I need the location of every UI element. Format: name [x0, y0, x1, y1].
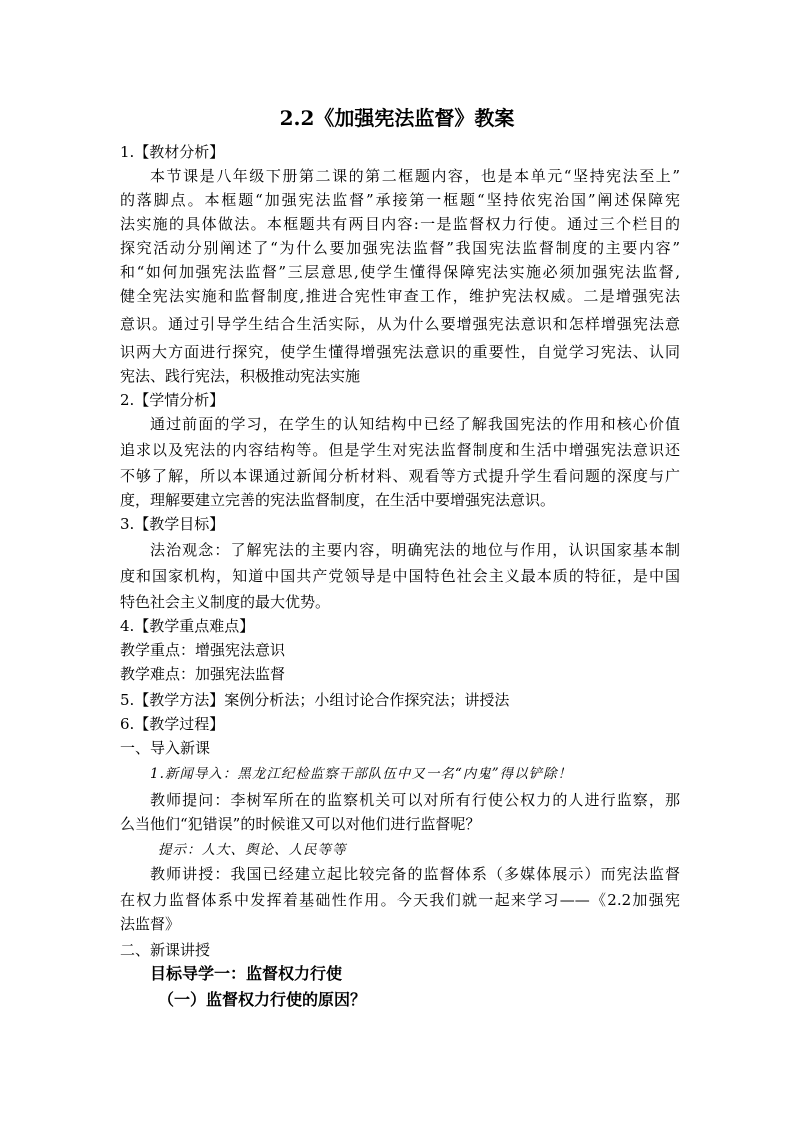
document-title: 2.2《加强宪法监督》教案: [279, 106, 515, 130]
heading-textbook-analysis: 1.【教材分析】: [120, 143, 225, 161]
paragraph-line: 识两大方面进行探究，使学生懂得增强宪法意识的重要性，自觉学习宪法、认同: [120, 343, 680, 361]
paragraph-line: 特色社会主义制度的最大优势。: [120, 593, 331, 611]
paragraph-line: 通过前面的学习，在学生的认知结构中已经了解我国宪法的作用和核心价值: [150, 415, 680, 433]
paragraph-line: 法实施的具体做法。本框题共有两目内容:一是监督权力行使。通过三个栏目的: [120, 215, 680, 233]
heading-student-analysis: 2.【学情分析】: [120, 391, 225, 409]
paragraph-line: 度，理解要建立完善的宪法监督制度，在生活中要增强宪法意识。: [120, 491, 556, 509]
paragraph-line: 不够了解，所以本课通过新闻分析材料、观看等方式提升学生看问题的深度与广: [120, 467, 680, 485]
goal-heading: 目标导学一：监督权力行使: [150, 964, 343, 983]
paragraph-line: 和“如何加强宪法监督”三层意思,使学生懂得保障宪法实施必须加强宪法监督,: [120, 263, 680, 281]
heading-teaching-goals: 3.【教学目标】: [120, 515, 225, 533]
paragraph-line: 度和国家机构，知道中国共产党领导是中国特色社会主义最本质的特征，是中国: [120, 567, 680, 585]
heading-key-points: 4.【教学重点难点】: [120, 617, 255, 635]
paragraph-line: 法治观念：了解宪法的主要内容，明确宪法的地位与作用，认识国家基本制: [150, 541, 680, 559]
difficulty-line: 教学难点：加强宪法监督: [120, 665, 286, 683]
section-intro: 一、导入新课: [120, 739, 211, 757]
hint-line: 提示：人大、舆论、人民等等: [158, 842, 347, 858]
key-point-line: 教学重点：增强宪法意识: [120, 641, 286, 659]
paragraph-line: 健全宪法实施和监督制度,推进合宪性审查工作，维护宪法权威。二是增强宪法: [120, 287, 680, 305]
heading-teaching-process: 6.【教学过程】: [120, 715, 225, 733]
paragraph-line: 意识。通过引导学生结合生活实际，从为什么要增强宪法意识和怎样增强宪法意: [120, 315, 680, 333]
news-intro-line: 1.新闻导入：黑龙江纪检监察干部队伍中又一名“内鬼”得以铲除！: [150, 766, 573, 782]
paragraph-line: 么当他们“犯错误”的时候谁又可以对他们进行监督呢？: [120, 815, 481, 833]
paragraph-line: 在权力监督体系中发挥着基础性作用。今天我们就一起来学习——《2.2加强宪: [120, 891, 680, 909]
heading-teaching-methods: 5.【教学方法】案例分析法；小组讨论合作探究法；讲授法: [120, 691, 510, 709]
paragraph-line: 的落脚点。本框题“加强宪法监督”承接第一框题“坚持依宪治国”阐述保障宪: [120, 191, 680, 209]
paragraph-line: 探究活动分别阐述了“为什么要加强宪法监督”我国宪法监督制度的主要内容”: [120, 239, 680, 257]
paragraph-line: 本节课是八年级下册第二课的第二框题内容，也是本单元“坚持宪法至上”: [150, 167, 680, 185]
paragraph-line: 法监督》: [120, 915, 181, 933]
paragraph-line: 教师提问：李树军所在的监察机关可以对所有行使公权力的人进行监察，那: [150, 791, 680, 809]
paragraph-line: 教师讲授：我国已经建立起比较完备的监督体系（多媒体展示）而宪法监督: [150, 865, 680, 883]
paragraph-line: 追求以及宪法的内容结构等。但是学生对宪法监督制度和生活中增强宪法意识还: [120, 441, 680, 459]
paragraph-line: 宪法、践行宪法，积极推动宪法实施: [120, 367, 361, 385]
section-new-lesson: 二、新课讲授: [120, 941, 211, 959]
subheading: （一）监督权力行使的原因？: [158, 990, 367, 1009]
